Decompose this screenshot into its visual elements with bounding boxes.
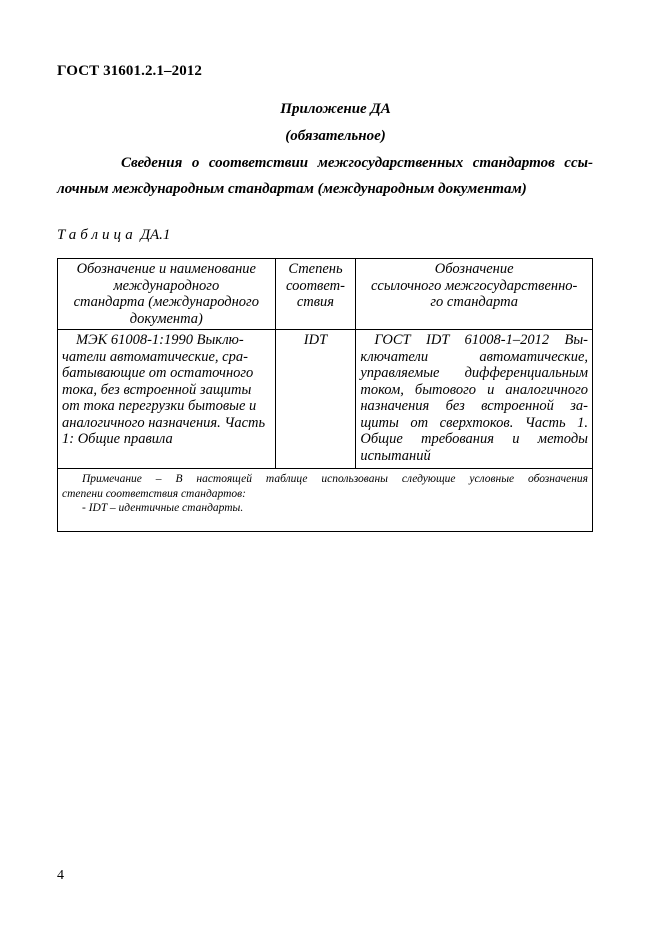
- header-col2-line: Степень: [288, 261, 343, 277]
- header-degree: [275, 259, 356, 330]
- page-number: 4: [57, 868, 64, 883]
- table-row: [58, 330, 593, 469]
- note-line-1: Примечание – В настоящей таблице использованы следующие условные обозначения: [82, 473, 588, 485]
- header-col3-line: Обозначение: [434, 261, 514, 277]
- header-international-standard: [58, 259, 276, 330]
- note-line-2: степени соответствия стандартов:: [62, 487, 246, 500]
- annex-title: Приложение ДА: [280, 101, 391, 117]
- header-col1-line: стандарта (международного: [73, 294, 259, 310]
- document-code: ГОСТ 31601.2.1–2012: [57, 63, 203, 79]
- table-header-row: [58, 259, 593, 330]
- table-label-number: ДА.1: [140, 227, 171, 243]
- correspondence-table: [57, 258, 593, 532]
- table-label-word: Таблица: [57, 227, 137, 243]
- header-col1-line: международного: [113, 277, 220, 294]
- header-col3-line: го стандарта: [430, 294, 518, 310]
- header-col2-line: соответ-: [286, 277, 345, 294]
- annex-caption: [57, 150, 593, 202]
- table-note: [58, 469, 593, 532]
- header-col3-line: ссылочного межгосударственно-: [371, 277, 578, 294]
- interstate-standard-text: ГОСТ IDT 61008-1–2012 Вы-ключатели автоматические, управляемые дифференциальным током, бытового и аналогичного назначения без встроенной за-щиты от сверхтоков. Часть 1. Общие требования и методы испытаний: [360, 332, 588, 464]
- international-standard-text: МЭК 61008-1:1990 Выклю-чатели автоматические, сра-батывающие от остаточного тока, без встроенной защиты от тока перегрузки бытовые и аналогичного назначения. Часть 1: Общие правила: [62, 332, 266, 447]
- table-note-row: [58, 469, 593, 532]
- annex-status: (обязательное): [285, 128, 386, 144]
- header-interstate-standard: [356, 259, 593, 330]
- cell-international-standard: [58, 330, 276, 469]
- caption-line-1: Сведения о соответствии межгосударственных стандартов ссы-: [121, 155, 593, 171]
- note-line-3: - IDT – идентичные стандарты.: [82, 502, 244, 514]
- cell-interstate-standard: [356, 330, 593, 469]
- cell-degree: IDT: [275, 330, 356, 469]
- header-col1-line: Обозначение и наименование: [76, 261, 256, 277]
- table-label: [57, 227, 170, 244]
- header-col2-line: ствия: [296, 294, 335, 310]
- header-col1-line: документа): [129, 310, 203, 327]
- caption-line-2: лочным международным стандартам (международным документам): [57, 181, 527, 197]
